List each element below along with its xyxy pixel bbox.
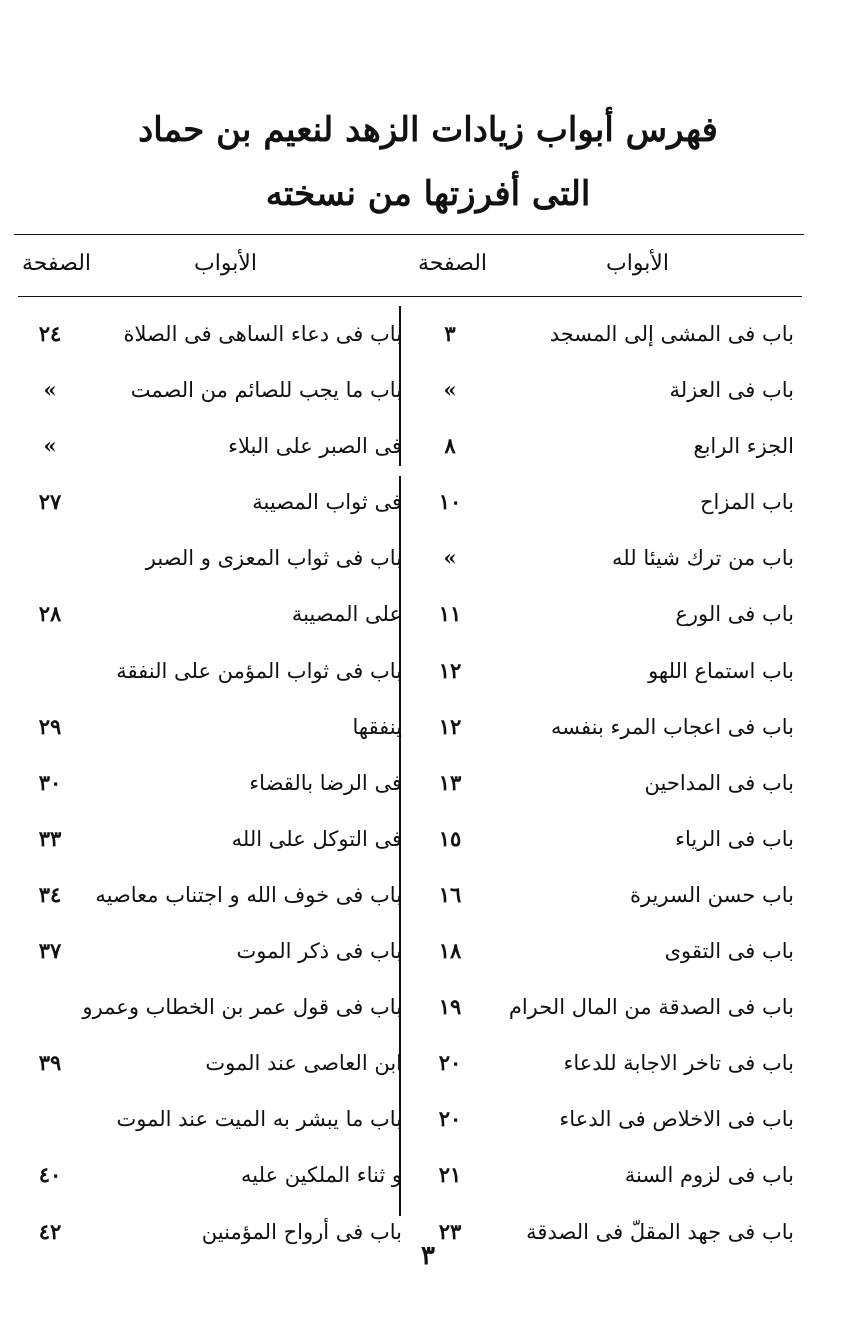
table-row	[0, 755, 856, 811]
right-entry-page: ١٥	[438, 825, 462, 851]
table-row	[0, 923, 856, 979]
left-entry-title: باب فى ثواب المؤمن على النفقة	[116, 658, 402, 683]
left-entry-title: باب ما يجب للصائم من الصمت	[130, 378, 402, 403]
table-row	[0, 586, 856, 642]
table-row	[0, 1147, 856, 1203]
left-entry-page: ٢٨	[38, 601, 62, 627]
right-entry-page: ١٩	[438, 994, 462, 1020]
left-entry-page: ٣٧	[38, 938, 62, 964]
left-entry-page: »	[43, 377, 57, 403]
header-right-safha: الصفحة	[418, 251, 488, 276]
right-entry-title: باب فى لزوم السنة	[624, 1163, 794, 1188]
left-entry-title: باب فى أرواح المؤمنين	[201, 1219, 402, 1244]
table-row	[0, 418, 856, 474]
right-entry-title: باب فى الصدقة من المال الحرام	[508, 995, 794, 1020]
table-row	[0, 699, 856, 755]
right-entry-page: ٨	[444, 433, 456, 459]
right-entry-title: باب فى الرياء	[675, 826, 794, 851]
left-entry-title: ينفقها	[352, 714, 402, 739]
right-entry-page: ١٦	[438, 881, 462, 907]
left-entry-page: ٤٢	[38, 1218, 62, 1244]
right-entry-title: باب من ترك شيئا لله	[612, 546, 794, 571]
table-row	[0, 979, 856, 1035]
right-entry-title: باب فى جهد المقلّ فى الصدقة	[526, 1219, 794, 1244]
left-entry-title: و ثناء الملكين عليه	[241, 1163, 402, 1188]
left-entry-page: ٣٠	[38, 769, 62, 795]
right-entry-page: ١١	[438, 601, 462, 627]
left-entry-title: فى ثواب المصيبة	[252, 490, 402, 515]
right-entry-title: باب المزاح	[699, 490, 794, 515]
header-left-safha: الصفحة	[22, 251, 92, 276]
right-entry-title: باب استماع اللهو	[648, 658, 794, 683]
right-entry-title: باب فى تاخر الاجابة للدعاء	[563, 1051, 794, 1076]
left-entry-title: باب فى دعاء الساهى فى الصلاة	[123, 322, 402, 346]
left-entry-title: فى الصبر على البلاء	[228, 434, 402, 459]
right-entry-title: الجزء الرابع	[693, 434, 794, 459]
table-row	[0, 867, 856, 923]
left-entry-title: باب ما يبشر به الميت عند الموت	[116, 1107, 402, 1132]
left-entry-page: ٢٤	[38, 321, 62, 346]
left-entry-page: »	[43, 433, 57, 459]
left-entry-title: باب فى ذكر الموت	[236, 939, 402, 964]
left-entry-page: ٢٧	[38, 489, 62, 515]
table-row	[0, 530, 856, 586]
right-entry-title: باب فى المشى إلى المسجد	[549, 322, 794, 346]
left-entry-page: ٣٩	[38, 1050, 62, 1076]
right-entry-title: باب فى الاخلاص فى الدعاء	[559, 1107, 794, 1132]
page-number: ٣	[421, 1241, 435, 1271]
table-row	[0, 643, 856, 699]
right-entry-page: ١٠	[438, 489, 462, 515]
left-entry-page: ٢٩	[38, 713, 62, 739]
left-entry-page: ٤٠	[38, 1162, 62, 1188]
left-entry-title: باب فى ثواب المعزى و الصبر	[145, 546, 402, 571]
right-entry-page: ١٨	[438, 938, 462, 964]
right-entry-title: باب حسن السريرة	[629, 882, 794, 907]
index-table	[0, 306, 856, 1260]
table-row	[0, 1091, 856, 1147]
right-entry-page: ٣	[444, 321, 456, 346]
table-row	[0, 474, 856, 530]
right-entry-title: باب فى الورع	[675, 602, 794, 627]
page-title: فهرس أبواب زيادات الزهد لنعيم بن حماد	[138, 110, 718, 150]
left-entry-title: باب فى قول عمر بن الخطاب وعمرو	[82, 995, 402, 1020]
top-rule	[14, 234, 804, 235]
left-entry-title: باب فى خوف الله و اجتناب معاصيه	[95, 882, 402, 907]
right-entry-title: باب فى التقوى	[664, 939, 794, 964]
header-rule	[18, 296, 802, 297]
right-entry-page: ١٢	[438, 713, 462, 739]
table-row	[0, 362, 856, 418]
table-row	[0, 811, 856, 867]
left-entry-title: ابن العاصى عند الموت	[205, 1051, 402, 1076]
header-left-abwab: الأبواب	[194, 251, 257, 276]
left-entry-page: ٣٣	[38, 825, 62, 851]
left-entry-title: على المصيبة	[291, 602, 402, 627]
right-entry-page: ٢٠	[438, 1050, 462, 1076]
right-entry-page: ٢٣	[438, 1218, 462, 1244]
right-entry-page: ١٣	[438, 769, 462, 795]
left-entry-title: فى الرضا بالقضاء	[249, 770, 402, 795]
right-entry-page: ١٢	[438, 657, 462, 683]
header-right-abwab: الأبواب	[606, 251, 669, 276]
table-row	[0, 1035, 856, 1091]
right-entry-page: »	[443, 377, 457, 403]
right-entry-page: »	[443, 545, 457, 571]
right-entry-title: باب فى اعجاب المرء بنفسه	[551, 714, 794, 739]
right-entry-page: ٢١	[438, 1162, 462, 1188]
left-entry-title: فى التوكل على الله	[231, 826, 402, 851]
page-subtitle: التى أفرزتها من نسخته	[265, 174, 591, 214]
right-entry-page: ٢٠	[438, 1106, 462, 1132]
left-entry-page: ٣٤	[38, 881, 62, 907]
right-entry-title: باب فى المداحين	[644, 770, 794, 795]
table-row	[0, 306, 856, 362]
right-entry-title: باب فى العزلة	[669, 378, 794, 403]
